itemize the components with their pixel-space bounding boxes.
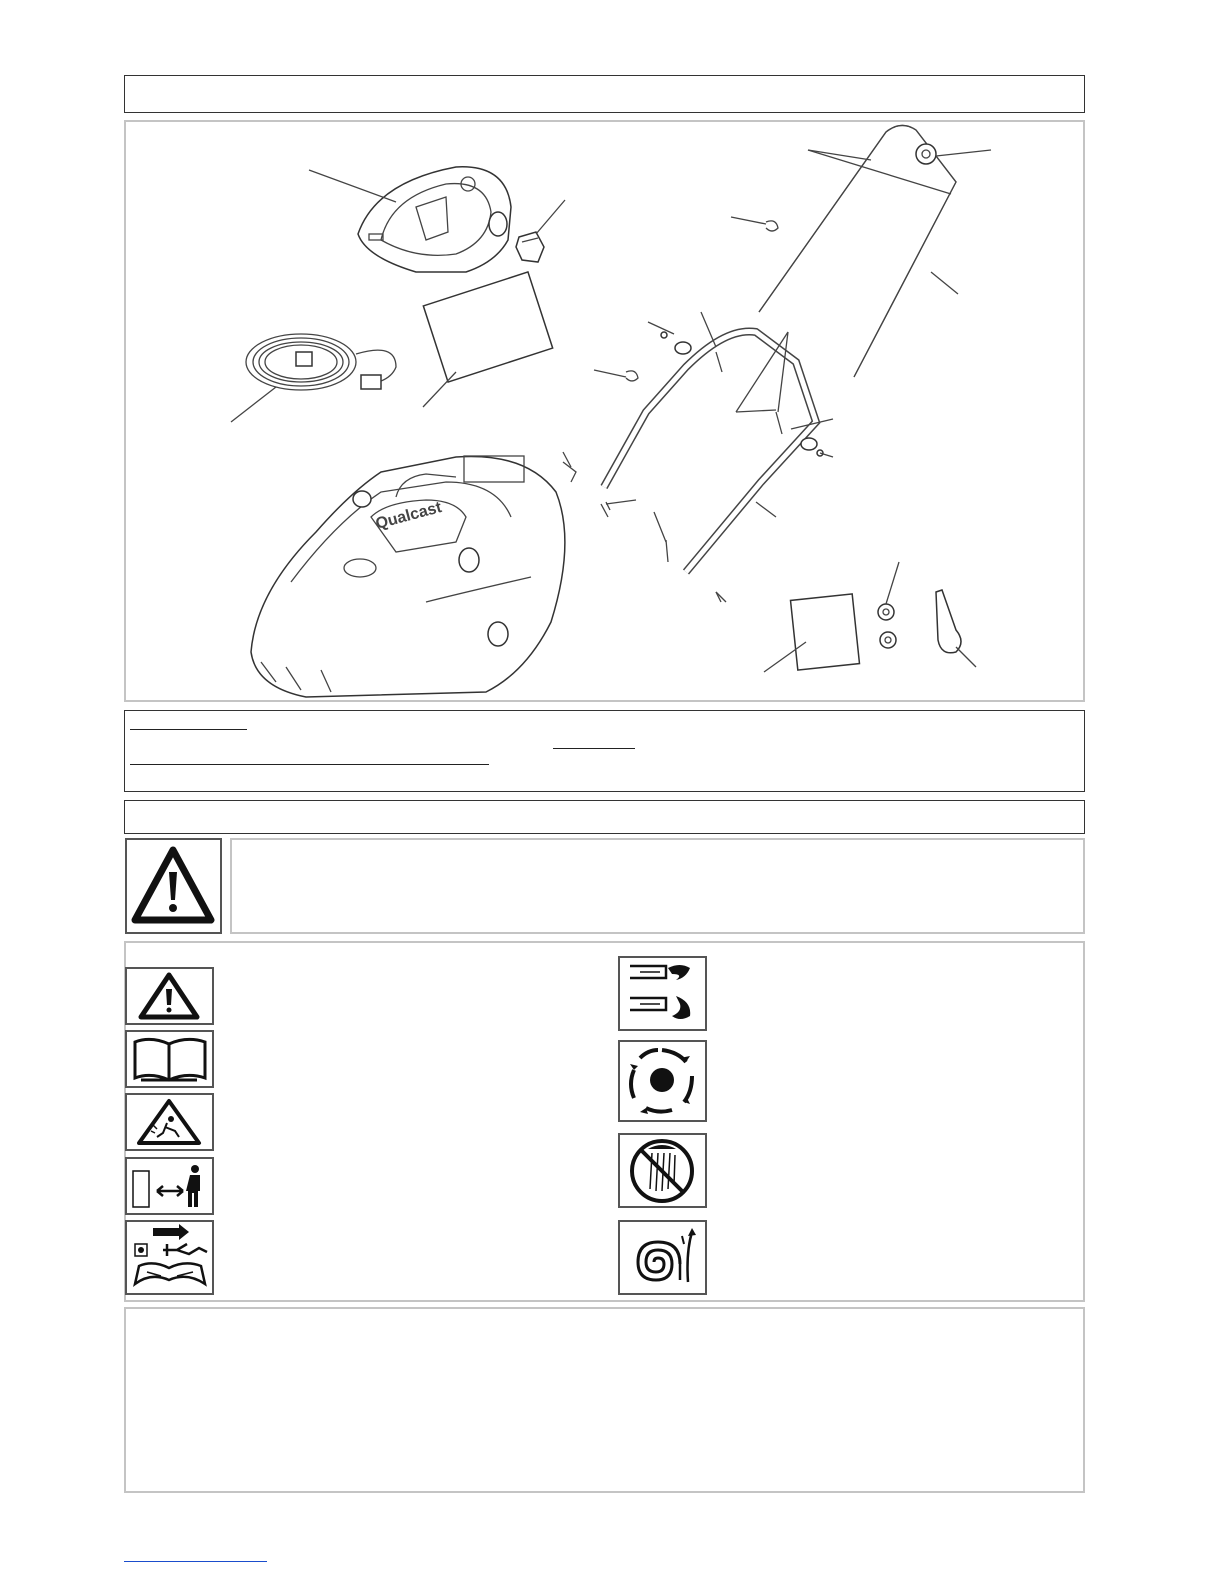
knob-part xyxy=(516,232,544,262)
read-manual-icon xyxy=(127,1032,212,1086)
symbols-panel xyxy=(124,941,1085,1302)
notes-heading-underline xyxy=(130,729,247,730)
no-rain-icon xyxy=(620,1135,705,1206)
top-cover-part xyxy=(358,167,511,272)
notes-emphasis-underline xyxy=(553,748,635,749)
general-info-box xyxy=(124,1307,1085,1493)
unplug-before-maintenance-icon xyxy=(127,1222,212,1293)
sharp-blades-icon xyxy=(620,958,705,1029)
warning-triangle-icon xyxy=(127,969,212,1023)
spacers-and-spanner-parts xyxy=(878,590,961,653)
parts-drawing xyxy=(126,122,1083,700)
symbol-sharp-blades xyxy=(618,956,707,1031)
warning-text-box xyxy=(230,838,1085,934)
keep-bystanders-away-icon xyxy=(127,1159,212,1213)
brand-mark: Qualcast xyxy=(373,499,444,533)
symbol-read-manual xyxy=(125,1030,214,1088)
upper-handle-part xyxy=(759,125,956,377)
rotating-blade-icon xyxy=(620,1042,705,1120)
safety-header-bar xyxy=(124,800,1085,834)
notes-line-underline xyxy=(130,764,489,765)
symbol-bystanders xyxy=(125,1157,214,1215)
symbol-thrown-objects xyxy=(125,1093,214,1151)
symbol-warning xyxy=(125,967,214,1025)
thrown-objects-icon xyxy=(127,1095,212,1149)
exploded-parts-diagram xyxy=(124,120,1085,702)
symbol-rotating-blade xyxy=(618,1040,707,1122)
notes-box xyxy=(124,710,1085,792)
warning-triangle-icon xyxy=(127,840,220,932)
footer-link[interactable] xyxy=(124,1548,267,1562)
symbol-cable-away xyxy=(618,1220,707,1295)
header-bar xyxy=(124,75,1085,113)
warning-panel-icon xyxy=(125,838,222,934)
instruction-sheet-part xyxy=(423,272,552,382)
symbol-no-rain xyxy=(618,1133,707,1208)
fixings-parts xyxy=(563,221,823,602)
mower-body-part xyxy=(251,456,565,697)
cable-coil-part xyxy=(246,334,396,390)
warranty-card-part xyxy=(791,594,860,670)
cable-away-icon xyxy=(620,1222,705,1293)
symbol-unplug xyxy=(125,1220,214,1295)
